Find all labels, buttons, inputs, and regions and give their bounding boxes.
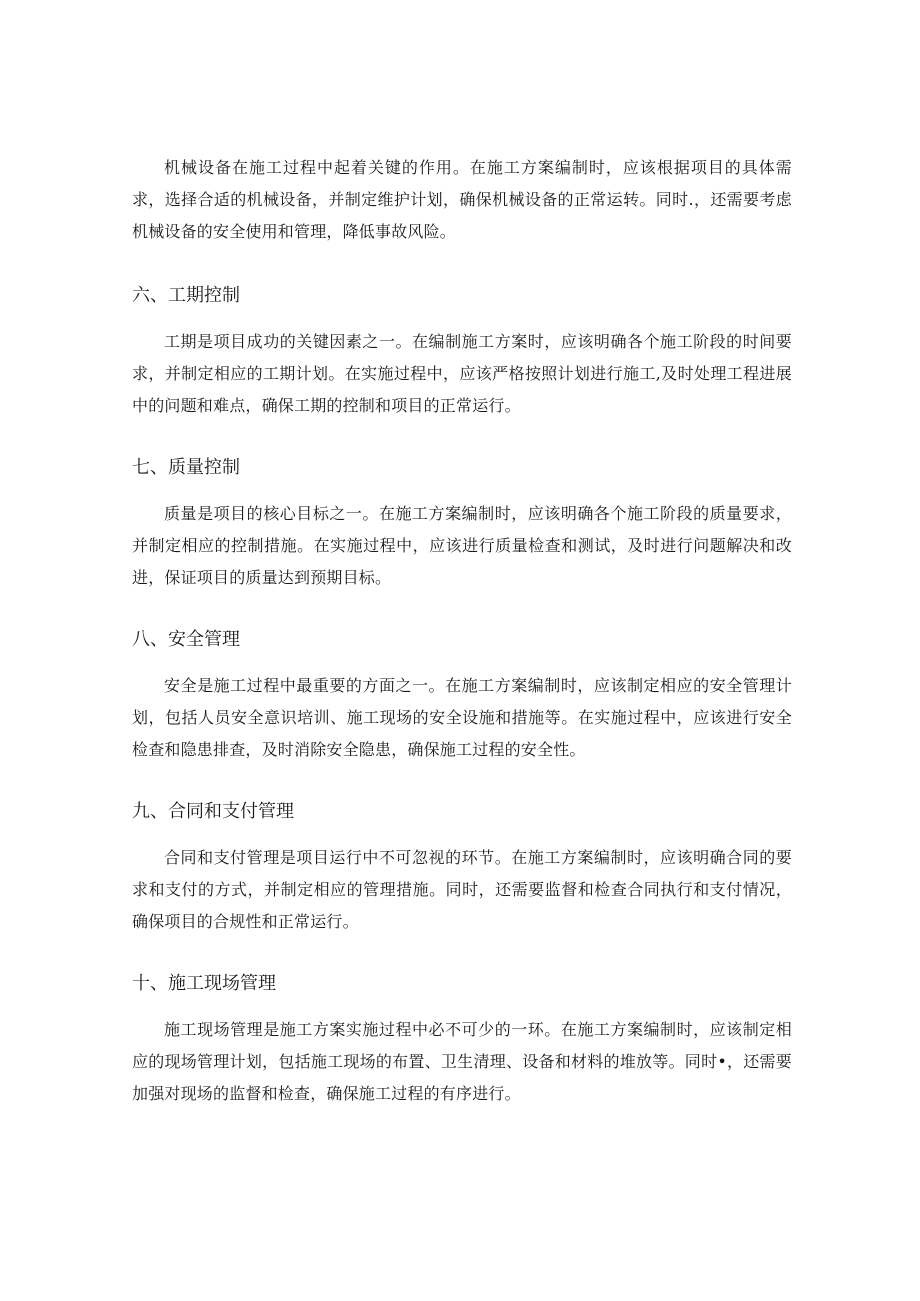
section-paragraph: 安全是施工过程中最重要的方面之一。在施工方案编制时，应该制定相应的安全管理计划，包括人员安全意识培训、施工现场的安全设施和措施等。在实施过程中，应该进行安全检查和隐患排查，及时消除安全隐患，确保施工过程的安全性。 [132,676,792,759]
section-heading: 十、施工现场管理 [132,973,276,994]
section-schedule-control [132,280,792,312]
section-contract-payment [132,796,792,828]
section-paragraph: 合同和支付管理是项目运行中不可忽视的环节。在施工方案编制时，应该明确合同的要求和支付的方式，并制定相应的管理措施。同时，还需要监督和检查合同执行和支付情况，确保项目的合规性和正常运行。 [132,848,792,931]
section-safety-management [132,624,792,656]
section-paragraph: 质量是项目的核心目标之一。在施工方案编制时，应该明确各个施工阶段的质量要求，并制定相应的控制措施。在实施过程中，应该进行质量检查和测试，及时进行问题解决和改进，保证项目的质量达到预期目标。 [132,504,792,587]
section-site-body [132,1014,792,1110]
section-quality-body [132,498,792,594]
section-paragraph: 工期是项目成功的关键因素之一。在编制施工方案时，应该明确各个施工阶段的时间要求，并制定相应的工期计划。在实施过程中，应该严格按照计划进行施工,及时处理工程进展中的问题和难点，确保工期的控制和项目的正常运行。 [132,332,792,415]
section-schedule-body [132,326,792,422]
intro-paragraph: 机械设备在施工过程中起着关键的作用。在施工方案编制时，应该根据项目的具体需求，选择合适的机械设备，并制定维护计划，确保机械设备的正常运转。同时.，还需要考虑机械设备的安全使用和管理，降低事故风险。 [132,158,792,241]
intro-block [132,152,792,248]
section-heading: 九、合同和支付管理 [132,801,294,822]
section-heading: 八、安全管理 [132,629,240,650]
section-contract-body [132,842,792,938]
section-safety-body [132,670,792,766]
section-paragraph: 施工现场管理是施工方案实施过程中必不可少的一环。在施工方案编制时，应该制定相应的现场管理计划，包括施工现场的布置、卫生清理、设备和材料的堆放等。同时•，还需要加强对现场的监督和检查，确保施工过程的有序进行。 [132,1020,792,1103]
section-heading: 六、工期控制 [132,285,240,306]
section-site-management [132,968,792,1000]
section-heading: 七、质量控制 [132,457,240,478]
section-quality-control [132,452,792,484]
